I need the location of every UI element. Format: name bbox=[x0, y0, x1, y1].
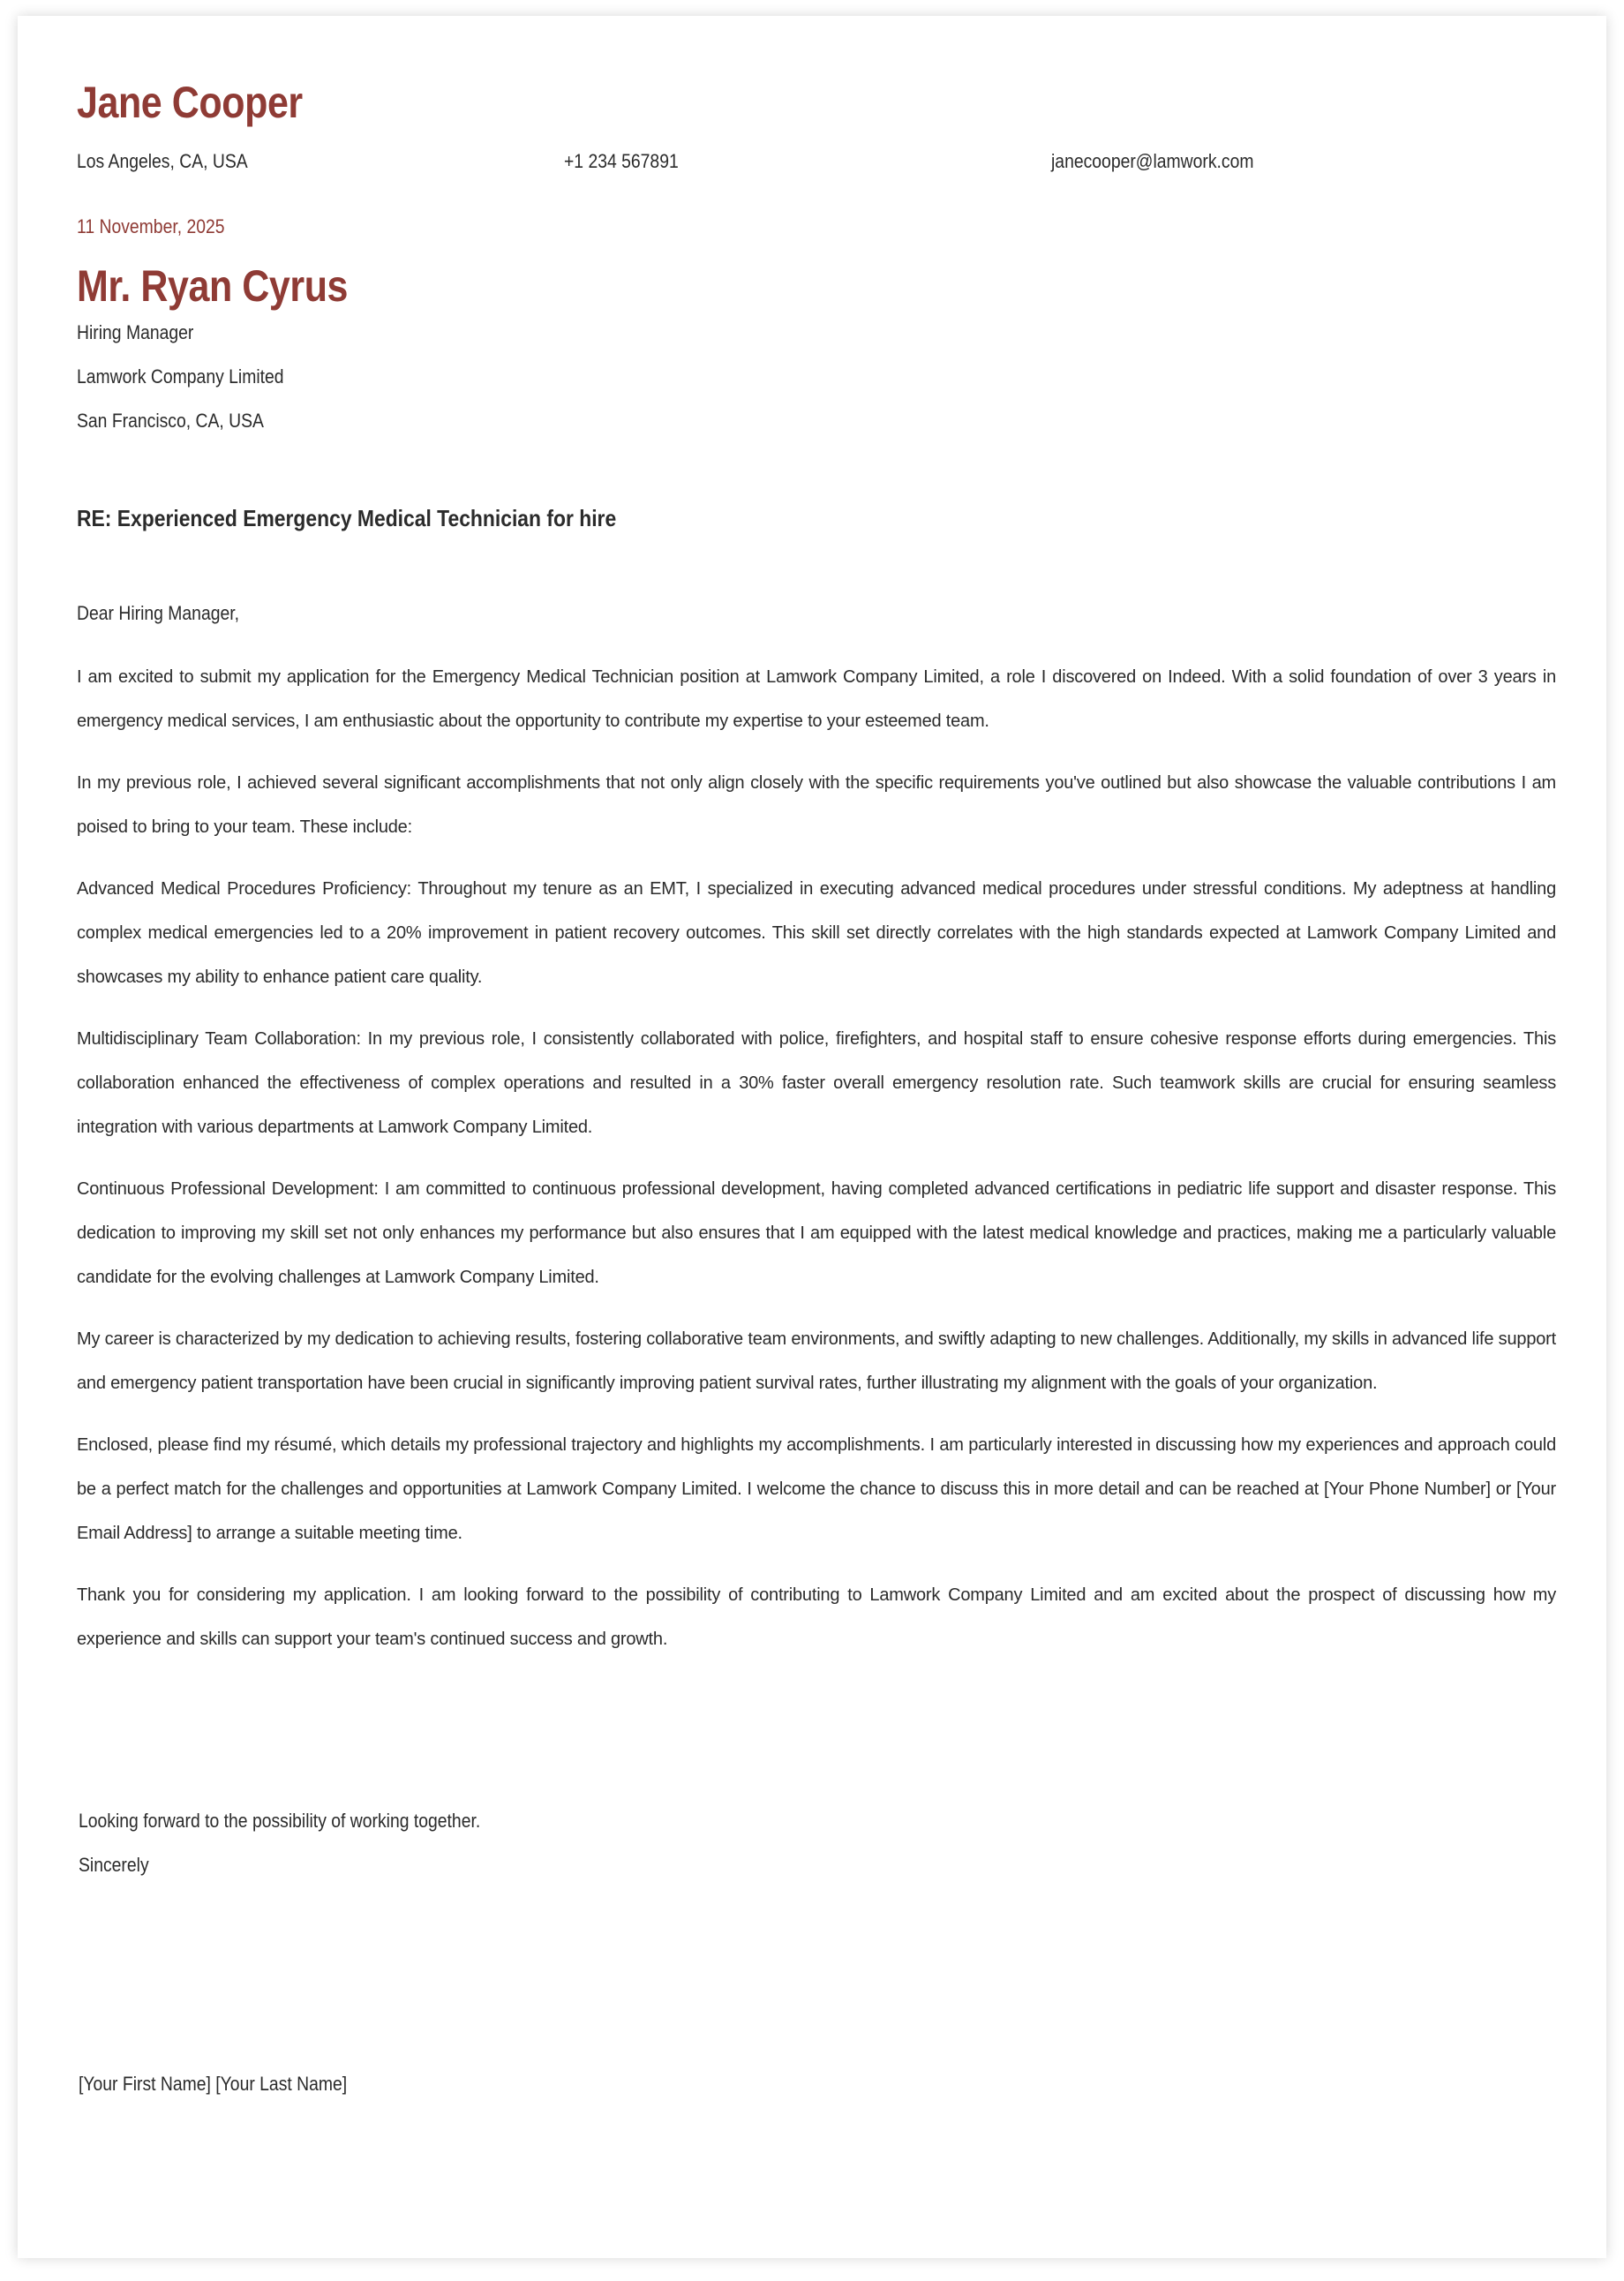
letter-date: 11 November, 2025 bbox=[77, 215, 225, 237]
closing-sign-off: Sincerely bbox=[79, 1854, 149, 1876]
sender-email: janecooper@lamwork.com bbox=[1051, 150, 1254, 172]
body-paragraph: Enclosed, please find my résumé, which details my professional trajectory and highlights my accomplishments. I am particularly interested in discussing how my experiences and approach could be a perfect match for the challenges and opportunities at Lamwork Company Limited. I welcome the chance to discuss this in more detail and can be reached at [Your Phone Number] or [Your Email Address] to arrange a suitable meeting time. bbox=[77, 1435, 1556, 1543]
signature-name: [Your First Name] [Your Last Name] bbox=[79, 2073, 348, 2095]
recipient-location: San Francisco, CA, USA bbox=[77, 410, 264, 432]
body-paragraph: Advanced Medical Procedures Proficiency: Throughout my tenure as an EMT, I specialized in executing advanced medical procedures under stressful conditions. My adeptness at handling complex medical emergencies led to a 20% improvement in patient recovery outcomes. This skill set directly correlates with the high standards expected at Lamwork Company Limited and showcases my ability to enhance patient care quality. bbox=[77, 879, 1556, 987]
recipient-name: Mr. Ryan Cyrus bbox=[77, 261, 349, 311]
recipient-company: Lamwork Company Limited bbox=[77, 365, 284, 388]
sender-location: Los Angeles, CA, USA bbox=[77, 150, 248, 172]
sender-name: Jane Cooper bbox=[77, 78, 303, 127]
body-paragraph: Multidisciplinary Team Collaboration: In my previous role, I consistently collaborated with police, firefighters, and hospital staff to ensure cohesive response efforts during emergencies. This collaboration enhanced the effectiveness of complex operations and resulted in a 30% faster overall emergency resolution rate. Such teamwork skills are crucial for ensuring seamless integration with various departments at Lamwork Company Limited. bbox=[77, 1029, 1556, 1137]
closing-line: Looking forward to the possibility of working together. bbox=[79, 1810, 481, 1832]
sender-phone: +1 234 567891 bbox=[564, 150, 679, 172]
body-paragraph: Continuous Professional Development: I am committed to continuous professional development, having completed advanced certifications in pediatric life support and disaster response. This dedication to improving my skill set not only enhances my performance but also ensures that I am equipped with the latest medical knowledge and practices, making me a particularly valuable candidate for the evolving challenges at Lamwork Company Limited. bbox=[77, 1179, 1556, 1287]
recipient-title: Hiring Manager bbox=[77, 321, 194, 343]
body-paragraph: Thank you for considering my application. I am looking forward to the possibility of contributing to Lamwork Company Limited and am excited about the prospect of discussing how my experience and skills can support your team's continued success and growth. bbox=[77, 1585, 1556, 1649]
body-paragraph: In my previous role, I achieved several significant accomplishments that not only align closely with the specific requirements you've outlined but also showcase the valuable contributions I am poised to bring to your team. These include: bbox=[77, 773, 1556, 837]
sender-contact-row bbox=[77, 150, 1556, 180]
body-paragraph: I am excited to submit my application for the Emergency Medical Technician position at Lamwork Company Limited, a role I discovered on Indeed. With a solid foundation of over 3 years in emergency medical services, I am enthusiastic about the opportunity to contribute my expertise to your esteemed team. bbox=[77, 667, 1556, 731]
body-paragraph: My career is characterized by my dedication to achieving results, fostering collaborative team environments, and swiftly adapting to new challenges. Additionally, my skills in advanced life support and emergency patient transportation have been crucial in significantly improving patient survival rates, further illustrating my alignment with the goals of your organization. bbox=[77, 1329, 1556, 1393]
letter-page bbox=[18, 16, 1606, 2258]
letter-subject: RE: Experienced Emergency Medical Technician for hire bbox=[77, 505, 617, 531]
salutation: Dear Hiring Manager, bbox=[77, 602, 240, 624]
letter-body bbox=[77, 655, 1556, 1679]
